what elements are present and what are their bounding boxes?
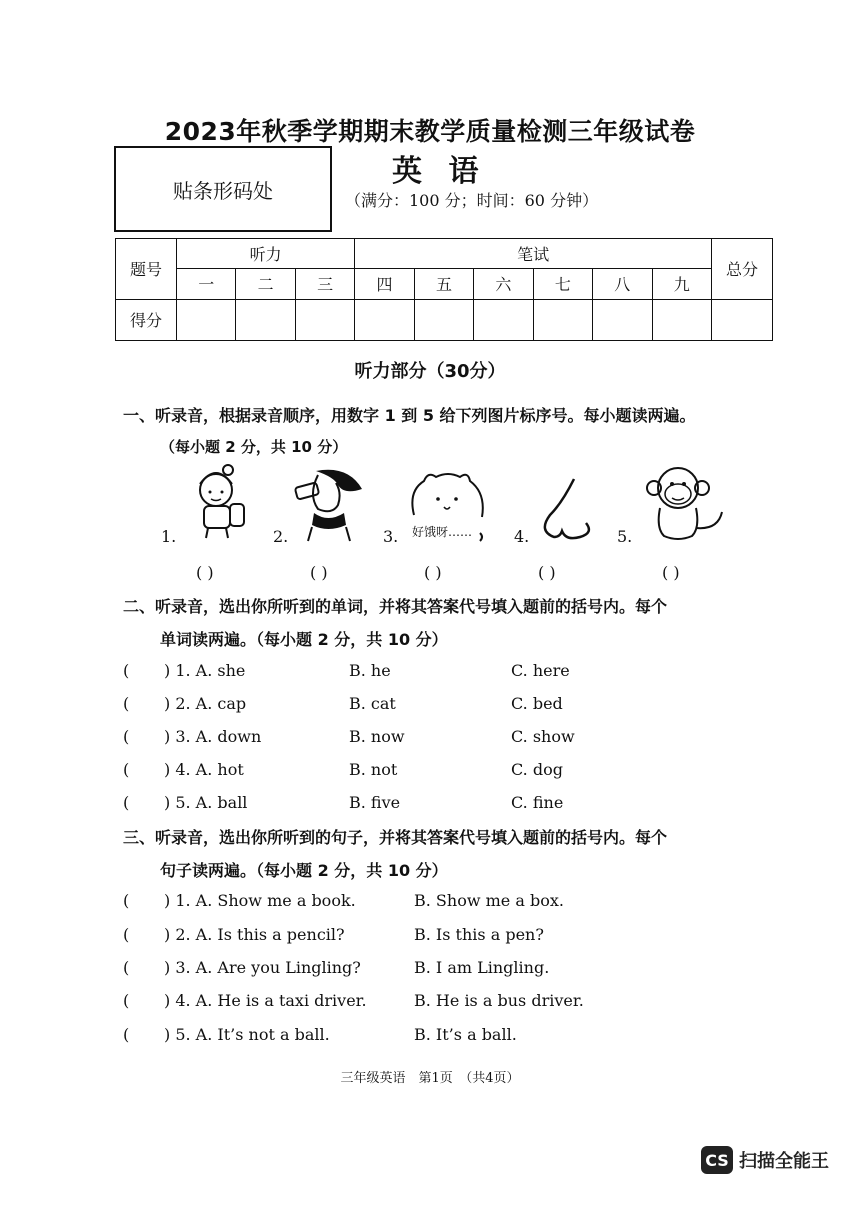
option-a: ) 4. A. He is a taxi driver. <box>164 991 367 1010</box>
answer-paren[interactable]: ( <box>123 991 130 1010</box>
option-c: C. bed <box>511 694 563 713</box>
option-a: ) 2. A. Is this a pencil? <box>164 925 345 944</box>
option-c: C. dog <box>511 760 563 779</box>
answer-paren[interactable]: ( <box>123 793 130 812</box>
q2-heading: 二、听录音，选出你所听到的单词，并将其答案代号填入题前的括号内。每个 <box>123 597 668 616</box>
writing-header: 笔试 <box>355 239 712 269</box>
q1-subheading: （每小题 2 分，共 10 分） <box>160 438 348 456</box>
option-b: B. now <box>349 727 405 746</box>
pic-number: 2. <box>273 527 289 546</box>
q1-heading: 一、听录音，根据录音顺序，用数字 1 到 5 给下列图片标序号。每小题读两遍。 <box>123 406 696 425</box>
answer-paren[interactable]: ( <box>123 661 130 680</box>
q3-heading-cont: 句子读两遍。（每小题 2 分，共 10 分） <box>160 861 448 880</box>
option-b: B. It’s a ball. <box>414 1025 517 1044</box>
option-a: ) 3. A. down <box>164 727 262 746</box>
listening-header: 听力 <box>177 239 355 269</box>
answer-paren[interactable]: ( ) <box>424 563 442 582</box>
option-a: ) 3. A. Are you Lingling? <box>164 958 361 977</box>
score-cell[interactable] <box>652 299 712 340</box>
total-score-cell[interactable] <box>712 299 773 340</box>
pic-number: 1. <box>161 527 177 546</box>
answer-paren[interactable]: ( ) <box>538 563 556 582</box>
option-c: C. here <box>511 661 570 680</box>
barcode-label: 贴条形码处 <box>173 178 273 203</box>
score-cell[interactable] <box>177 299 236 340</box>
total-header: 总分 <box>712 239 773 300</box>
score-cell[interactable] <box>236 299 295 340</box>
answer-paren[interactable]: ( <box>123 958 130 977</box>
q2-heading-cont: 单词读两遍。（每小题 2 分，共 10 分） <box>160 630 448 649</box>
answer-paren[interactable]: ( ) <box>662 563 680 582</box>
option-a: ) 1. A. she <box>164 661 246 680</box>
answer-paren[interactable]: ( ) <box>196 563 214 582</box>
option-b: B. Show me a box. <box>414 891 564 910</box>
answer-paren[interactable]: ( <box>123 891 130 910</box>
pic-number: 5. <box>617 527 633 546</box>
score-cell[interactable] <box>533 299 592 340</box>
q3-heading: 三、听录音，选出你所听到的句子，并将其答案代号填入题前的括号内。每个 <box>123 828 668 847</box>
score-cell[interactable] <box>593 299 652 340</box>
answer-paren[interactable]: ( <box>123 760 130 779</box>
score-cell[interactable] <box>474 299 533 340</box>
boy-with-backpack-icon <box>180 462 260 542</box>
option-c: C. show <box>511 727 575 746</box>
column-number: 二 <box>236 269 295 299</box>
answer-paren[interactable]: ( <box>123 694 130 713</box>
option-a: ) 4. A. hot <box>164 760 244 779</box>
score-row-label: 得分 <box>116 299 177 340</box>
option-a: ) 5. A. It’s not a ball. <box>164 1025 330 1044</box>
score-cell[interactable] <box>295 299 354 340</box>
score-info: （满分：100 分；时间：60 分钟） <box>345 191 599 210</box>
option-b: B. cat <box>349 694 396 713</box>
listening-section-title: 听力部分（30分） <box>354 361 506 382</box>
answer-paren[interactable]: ( ) <box>310 563 328 582</box>
option-a: ) 2. A. cap <box>164 694 247 713</box>
option-a: ) 1. A. Show me a book. <box>164 891 356 910</box>
answer-paren[interactable]: ( <box>123 1025 130 1044</box>
column-number: 五 <box>414 269 473 299</box>
option-b: B. Is this a pen? <box>414 925 544 944</box>
option-a: ) 5. A. ball <box>164 793 248 812</box>
column-number: 六 <box>474 269 533 299</box>
column-number: 九 <box>652 269 712 299</box>
answer-paren[interactable]: ( <box>123 925 130 944</box>
column-number: 一 <box>177 269 236 299</box>
column-number: 八 <box>593 269 652 299</box>
monkey-icon <box>638 462 730 544</box>
column-number: 三 <box>295 269 354 299</box>
option-c: C. fine <box>511 793 564 812</box>
page-footer: 三年级英语 第1页 （共4页） <box>340 1071 520 1086</box>
camscanner-watermark: 扫描全能王 <box>739 1151 829 1172</box>
option-b: B. I am Lingling. <box>414 958 550 977</box>
score-cell[interactable] <box>355 299 414 340</box>
camscanner-logo-icon: CS <box>701 1146 733 1174</box>
subject-title: 英 语 <box>392 154 487 189</box>
option-b: B. not <box>349 760 398 779</box>
column-number: 七 <box>533 269 592 299</box>
column-number: 四 <box>355 269 414 299</box>
option-b: B. he <box>349 661 391 680</box>
question-number-label: 题号 <box>116 239 177 300</box>
barcode-area <box>114 146 332 232</box>
exam-title: 2023年秋季学期期末教学质量检测三年级试卷 <box>164 117 696 146</box>
score-cell[interactable] <box>414 299 473 340</box>
option-b: B. five <box>349 793 401 812</box>
score-table <box>115 238 773 341</box>
nose-icon <box>536 475 600 545</box>
pic-number: 3. <box>383 527 399 546</box>
pic-number: 4. <box>514 527 530 546</box>
cat-caption: 好饿呀…… <box>412 525 473 539</box>
girl-with-scarf-icon <box>288 465 366 543</box>
answer-paren[interactable]: ( <box>123 727 130 746</box>
option-b: B. He is a bus driver. <box>414 991 584 1010</box>
